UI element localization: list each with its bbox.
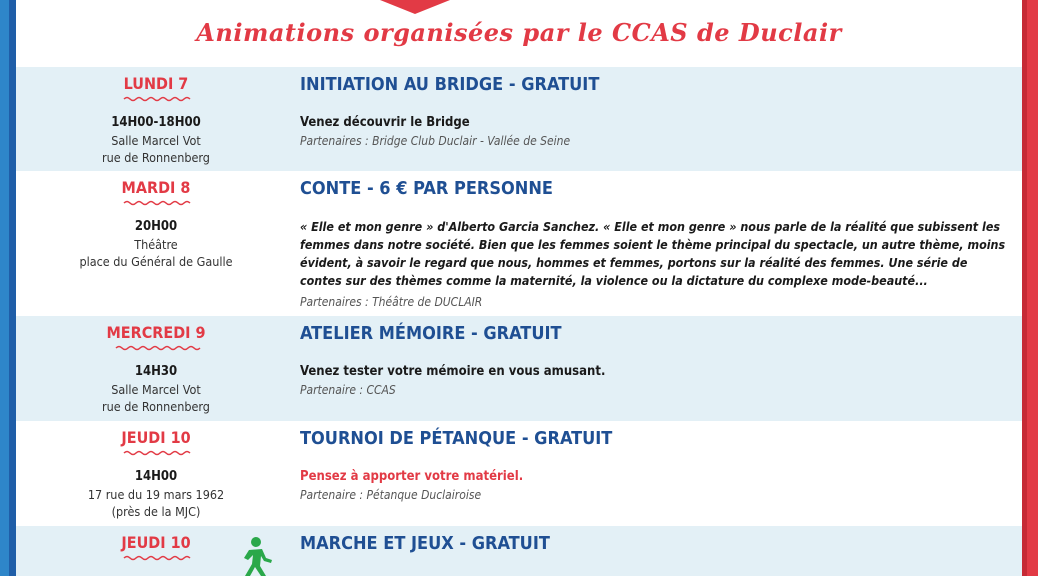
wavy-underline-decoration: [16, 449, 296, 457]
event-venue: [16, 486, 296, 520]
walking-person-icon: [234, 536, 278, 576]
venue-line: rue de Ronnenberg: [102, 150, 210, 165]
event-day: JEUDI 10: [121, 533, 191, 552]
venue-line: place du Général de Gaulle: [79, 254, 233, 269]
event-row-memoire: [16, 316, 1022, 421]
venue-line: Salle Marcel Vot: [111, 133, 201, 148]
event-row-petanque: [16, 421, 1022, 526]
event-title: ATELIER MÉMOIRE - GRATUIT: [300, 323, 562, 344]
event-title: TOURNOI DE PÉTANQUE - GRATUIT: [300, 428, 613, 449]
event-partners: Partenaire : CCAS: [300, 383, 396, 397]
event-row-bridge: [16, 67, 1022, 171]
event-time: 14H30: [134, 364, 178, 379]
event-description: Venez découvrir le Bridge: [300, 115, 470, 130]
event-day: MARDI 8: [121, 178, 191, 197]
event-title: INITIATION AU BRIDGE - GRATUIT: [300, 74, 600, 95]
venue-line: (près de la MJC): [111, 504, 201, 519]
event-day: LUNDI 7: [123, 74, 189, 93]
event-partners: Partenaires : Théâtre de DUCLAIR: [300, 295, 483, 309]
event-title: MARCHE ET JEUX - GRATUIT: [300, 533, 550, 554]
event-row-marche: [16, 526, 1022, 576]
event-row-conte: [16, 171, 1022, 316]
event-day: MERCREDI 9: [106, 323, 206, 342]
right-border-stripe: [1022, 0, 1038, 576]
event-time: 20H00: [134, 219, 178, 234]
event-time: 14H00: [134, 469, 178, 484]
event-description: Venez tester votre mémoire en vous amusant.: [300, 364, 606, 379]
wavy-underline-decoration: [16, 344, 296, 352]
venue-line: rue de Ronnenberg: [102, 399, 210, 414]
event-partners: Partenaires : Bridge Club Duclair - Vallée de Seine: [300, 134, 571, 148]
header-triangle-decoration: [380, 0, 450, 14]
event-day: JEUDI 10: [121, 428, 191, 447]
event-time: 14H00-18H00: [111, 115, 201, 130]
event-venue: [16, 236, 296, 270]
event-description: « Elle et mon genre » d'Alberto Garcia Sanchez. « Elle et mon genre » nous parle de la réalité que subissent les femmes dans notre société. Bien que les femmes soient le thème principal du spectacle, un autre thème, moins évident, à savoir le regard que nous, hommes et femmes, portons sur la réalité des femmes. Une série de contes sur des thèmes comme la maternité, la violence ou la dictature du complexe mode-beauté...: [300, 219, 1006, 288]
event-description: Pensez à apporter votre matériel.: [300, 469, 524, 484]
event-partners: Partenaire : Pétanque Duclairoise: [300, 488, 482, 502]
wavy-underline-decoration: [16, 199, 296, 207]
event-title: CONTE - 6 € PAR PERSONNE: [300, 178, 553, 199]
venue-line: Théâtre: [134, 237, 178, 252]
left-border-stripe: [0, 0, 16, 576]
page-title: Animations organisées par le CCAS de Duclair: [196, 18, 842, 47]
venue-line: Salle Marcel Vot: [111, 382, 201, 397]
event-venue: [16, 132, 296, 166]
wavy-underline-decoration: [16, 95, 296, 103]
venue-line: 17 rue du 19 mars 1962: [87, 487, 225, 502]
event-venue: [16, 381, 296, 415]
